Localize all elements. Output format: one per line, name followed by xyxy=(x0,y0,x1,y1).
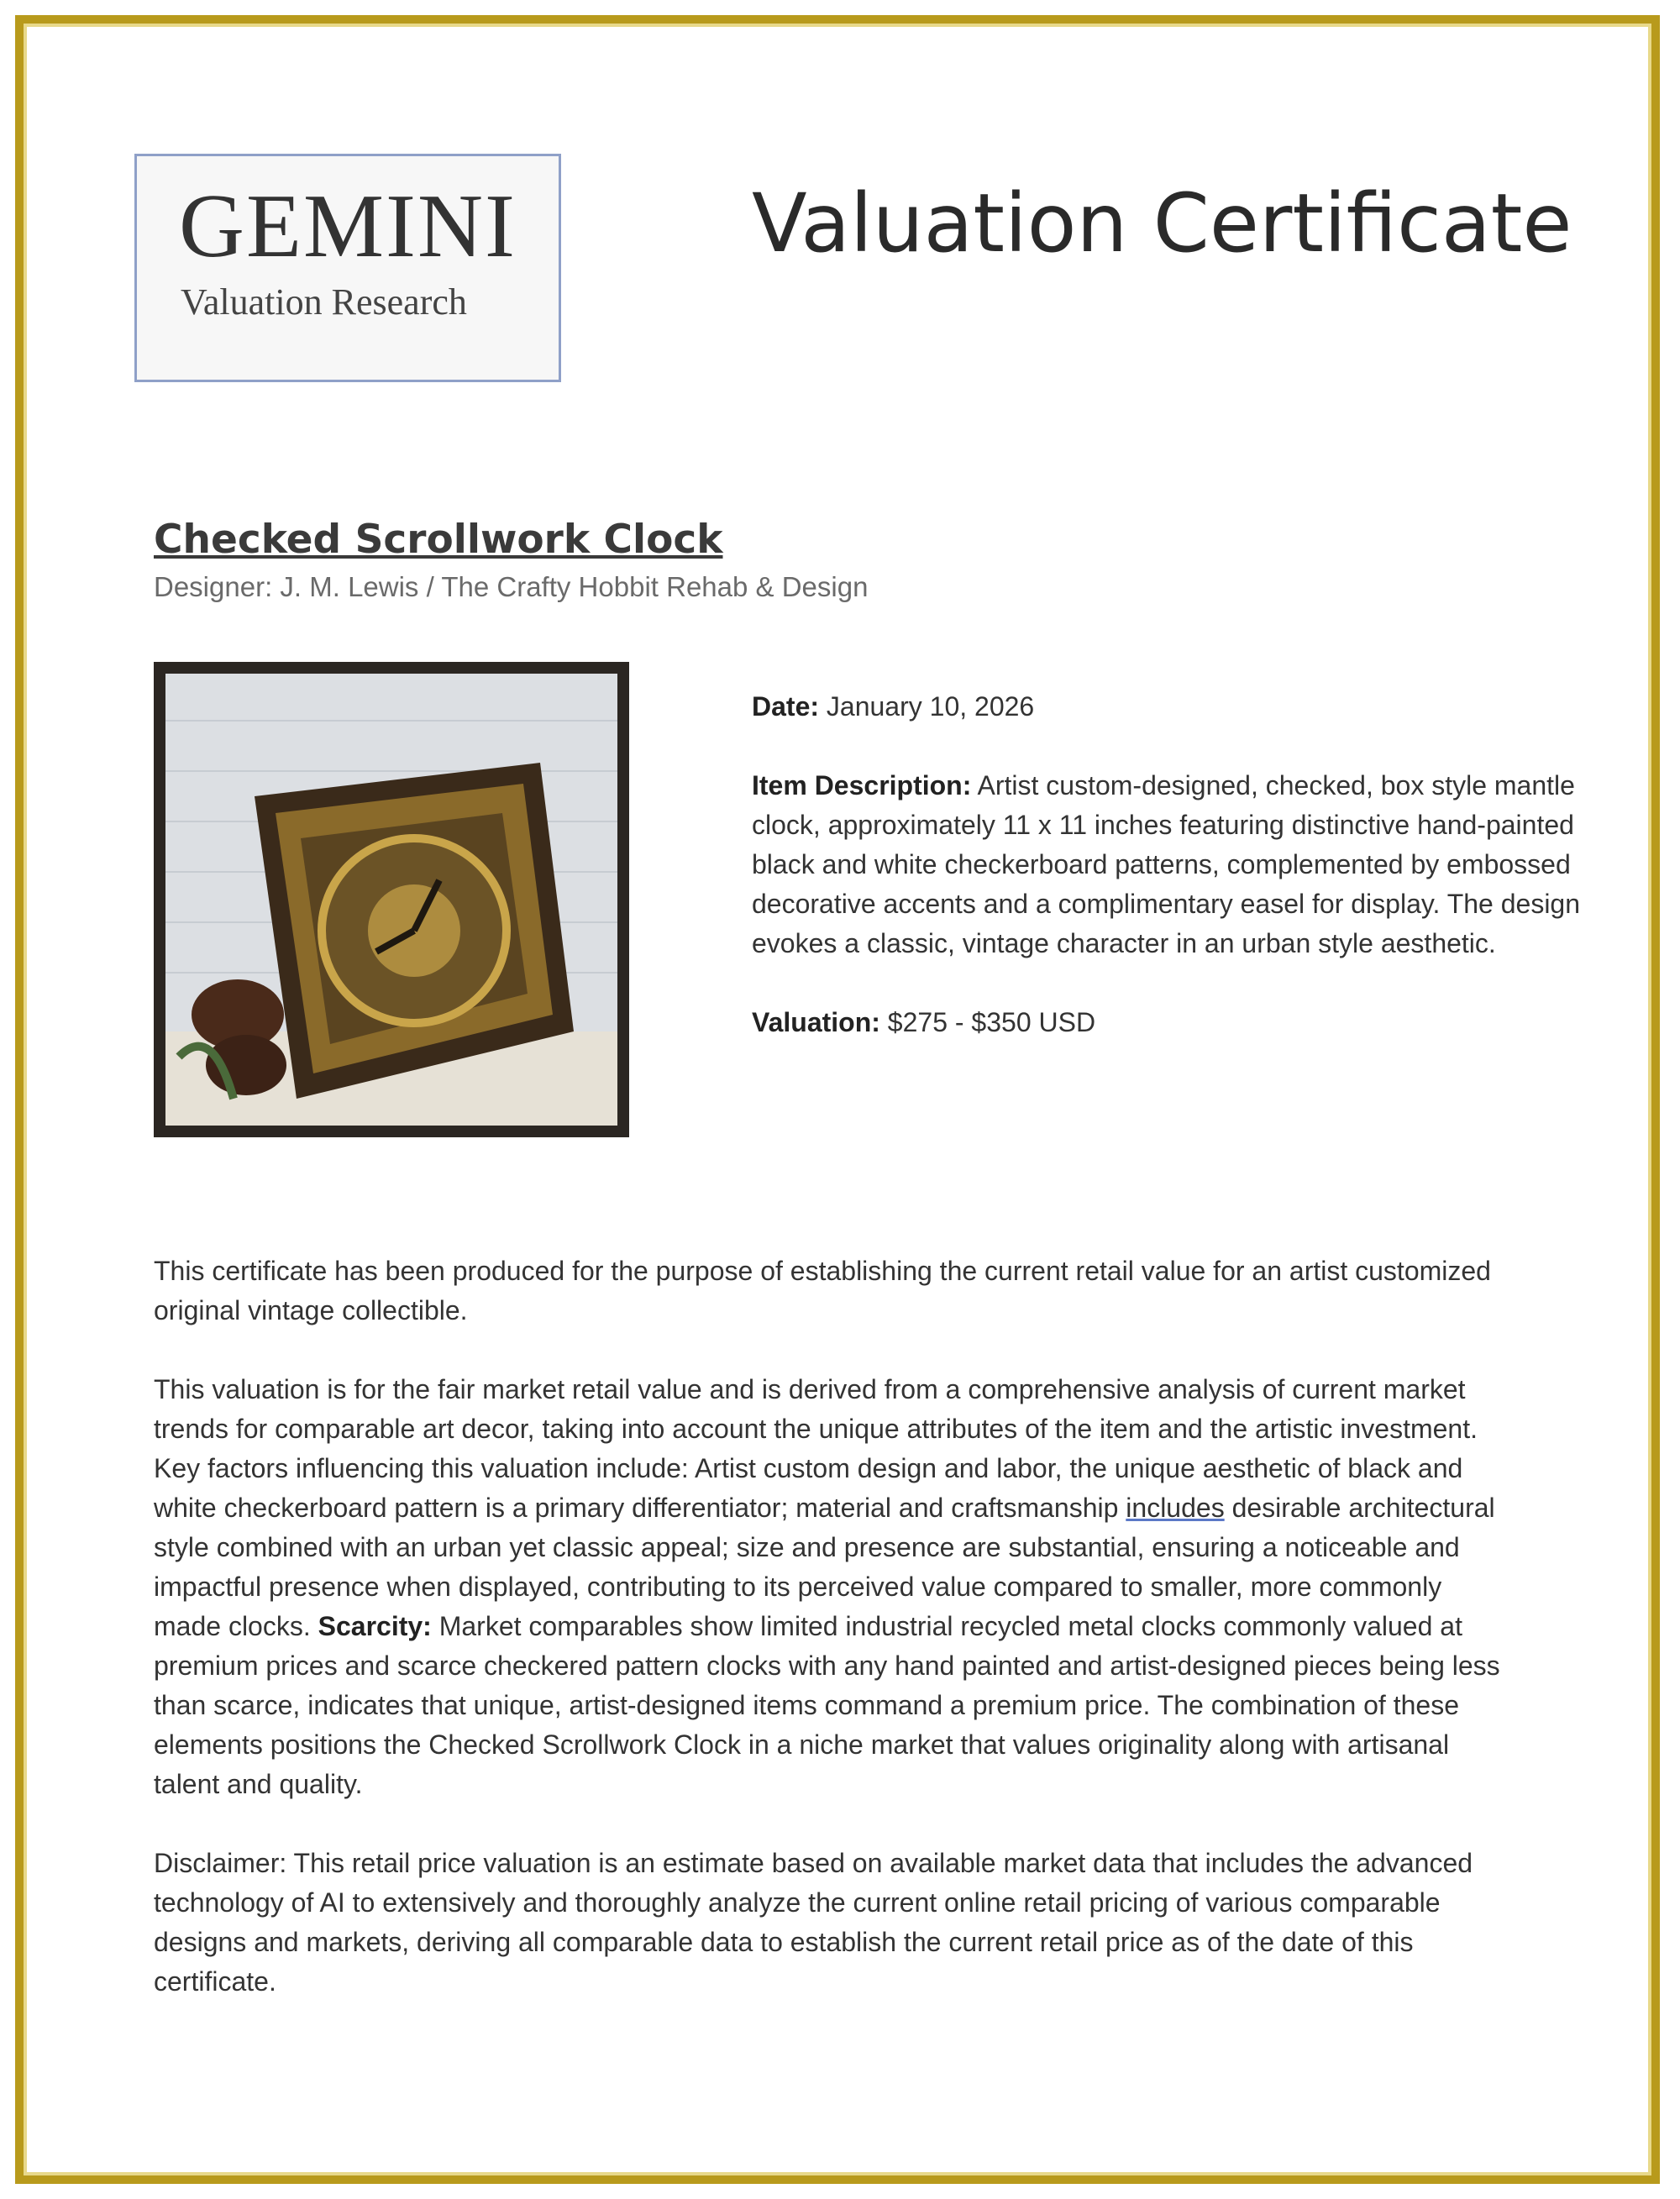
item-details xyxy=(752,687,1583,1082)
valuation-value: $275 - $350 USD xyxy=(887,1007,1096,1037)
analysis-text-3: Market comparables show limited industrial recycled metal clocks commonly valued at premium prices and scarce checkered pattern clocks with any hand painted and artist-designed pieces being less than scarce, indicates that unique, artist-designed items command a premium price. The combination of these elements positions the Checked Scrollwork Clock in a niche market that values originality along with artisanal talent and quality. xyxy=(154,1611,1500,1799)
date-label: Date: xyxy=(752,691,820,722)
analysis-text-2: desirable architectural style combined with an urban yet classic appeal; size and presence are substantial, ensuring a noticeable and impactful presence when displayed, contributing to its perceived value compared to smaller, more commonly made clocks. xyxy=(154,1493,1495,1641)
logo xyxy=(134,154,561,382)
description-value: Artist custom-designed, checked, box style mantle clock, approximately 11 x 11 inches featuring distinctive hand-painted black and white checkerboard patterns, complemented by embossed decorative accents and a complimentary easel for display. The design evokes a classic, vintage character in an urban style aesthetic. xyxy=(752,770,1581,958)
analysis-paragraph xyxy=(154,1370,1515,1804)
certificate-body xyxy=(154,1252,1515,2041)
date-value: January 10, 2026 xyxy=(826,691,1035,722)
purpose-paragraph: This certificate has been produced for the purpose of establishing the current retail value for an artist customized original vintage collectible. xyxy=(154,1256,1491,1325)
analysis-text-1: This valuation is for the fair market retail value and is derived from a comprehensive analysis of current market trends for comparable art decor, taking into account the unique attributes of the item and the artistic investment. Key factors influencing this valuation include: Artist custom design and labor, the unique aesthetic of black and white checkerboard pattern is a primary differentiator; material and craftsmanship xyxy=(154,1374,1478,1523)
item-title: Checked Scrollwork Clock xyxy=(154,517,723,563)
analysis-underlined-word: includes xyxy=(1126,1493,1225,1523)
valuation-label: Valuation: xyxy=(752,1007,880,1037)
clock-photo xyxy=(154,662,629,1137)
logo-subtitle: Valuation Research xyxy=(181,281,467,323)
designer-credit: Designer: J. M. Lewis / The Crafty Hobbit Rehab & Design xyxy=(154,571,869,602)
scarcity-label: Scarcity: xyxy=(318,1611,432,1641)
logo-name: GEMINI xyxy=(179,176,517,276)
date-row xyxy=(752,687,1583,727)
description-label: Item Description: xyxy=(752,770,972,800)
certificate-title: Valuation Certificate xyxy=(752,176,1572,270)
valuation-row xyxy=(752,1003,1583,1042)
disclaimer-paragraph: Disclaimer: This retail price valuation is an estimate based on available market data that includes the advanced technology of AI to extensively and thoroughly analyze the current online retail pricing of various comparable designs and markets, deriving all comparable data to establish the current retail price as of the date of this certificate. xyxy=(154,1848,1473,1997)
description-row xyxy=(752,766,1583,963)
